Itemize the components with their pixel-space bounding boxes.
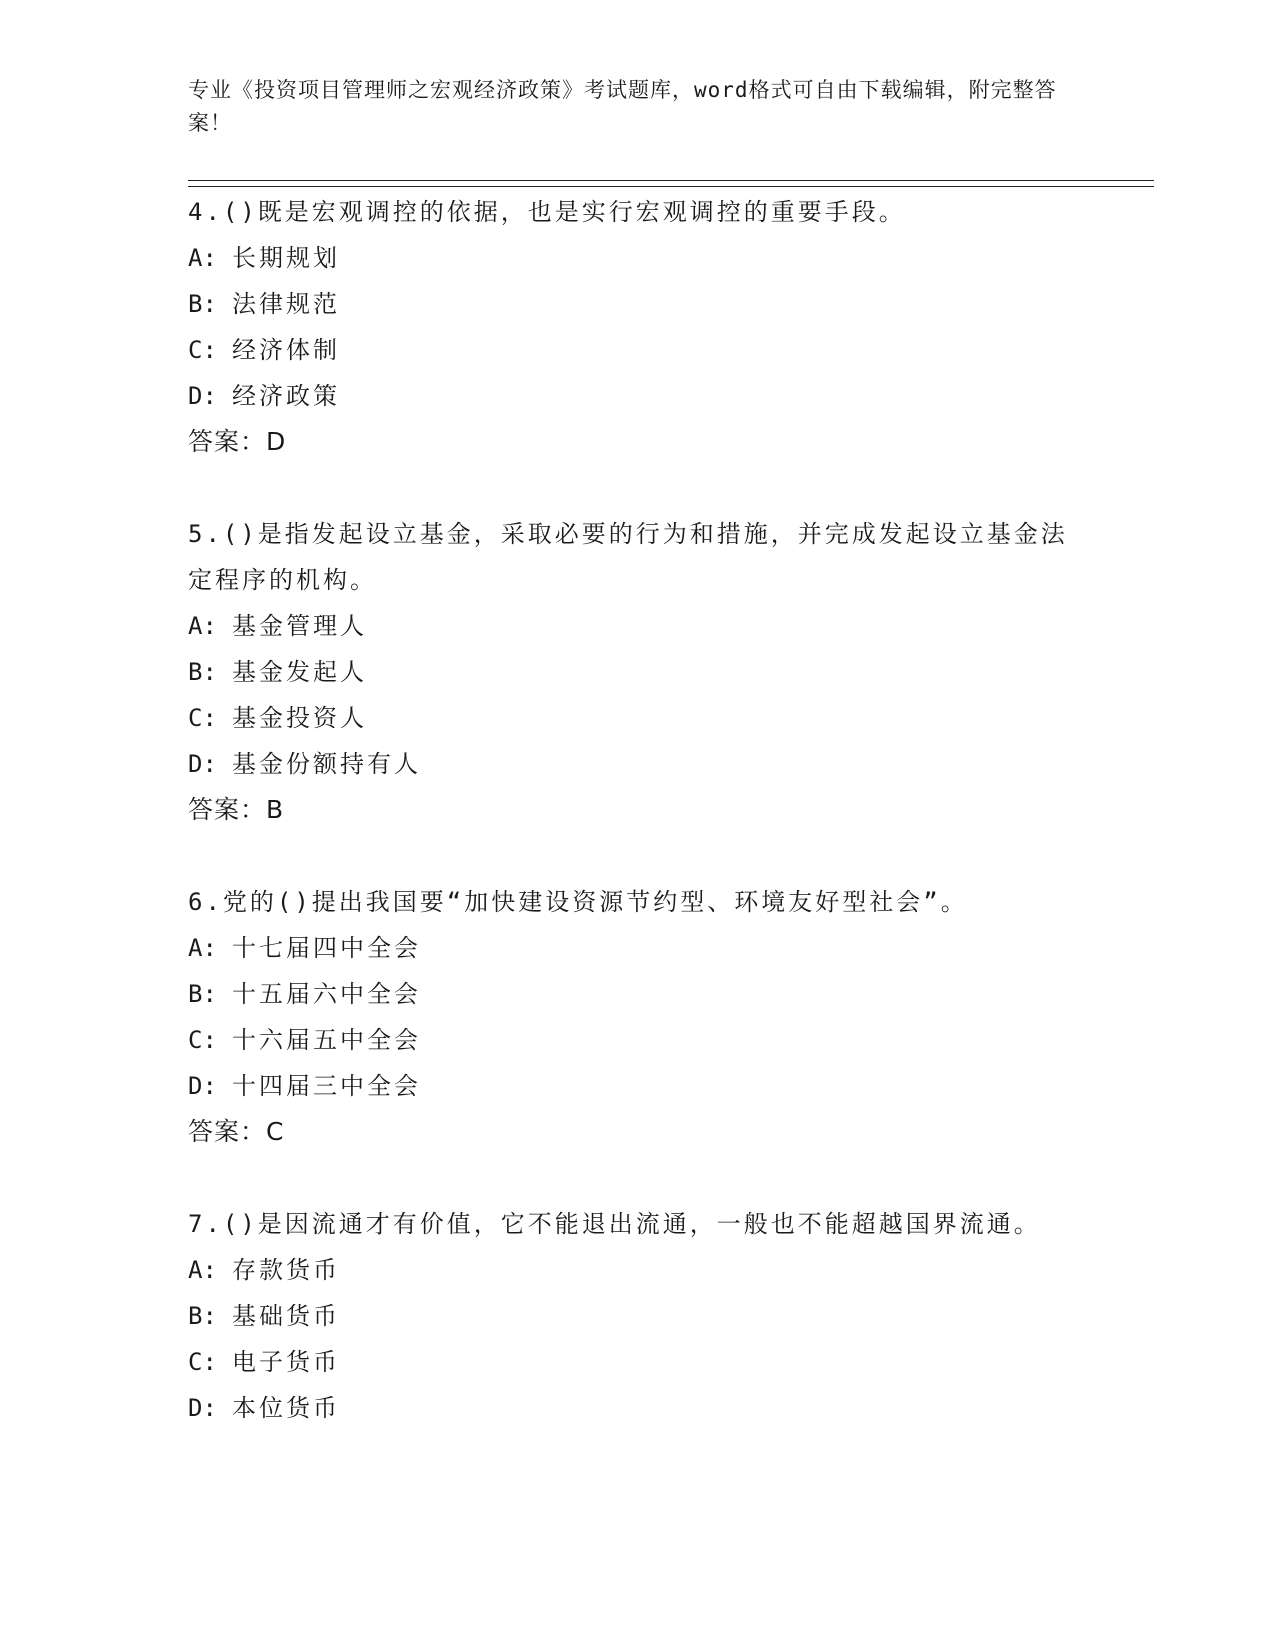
option-a — [188, 1247, 1068, 1293]
option-text: 存款货币 — [232, 1256, 340, 1284]
option-d — [188, 741, 1068, 787]
option-key: A: — [188, 612, 217, 640]
intro-text: 专业《投资项目管理师之宏观经济政策》考试题库，word格式可自由下载编辑，附完整答案！ — [188, 78, 1057, 135]
option-key: A: — [188, 1256, 217, 1284]
answer-line: 答案：B — [188, 795, 285, 824]
option-key: C: — [188, 336, 217, 364]
option-text: 本位货币 — [232, 1394, 340, 1422]
option-b — [188, 281, 1068, 327]
option-text: 电子货币 — [232, 1348, 340, 1376]
option-b — [188, 649, 1068, 695]
option-key: B: — [188, 658, 217, 686]
option-d — [188, 373, 1068, 419]
option-c — [188, 1339, 1068, 1385]
option-key: D: — [188, 1394, 217, 1422]
option-a — [188, 603, 1068, 649]
question-text: 5.()是指发起设立基金，采取必要的行为和措施，并完成发起设立基金法定程序的机构。 — [188, 520, 1068, 594]
option-text: 十六届五中全会 — [232, 1026, 421, 1054]
option-c — [188, 695, 1068, 741]
option-key: B: — [188, 290, 217, 318]
option-a — [188, 235, 1068, 281]
option-c — [188, 1017, 1068, 1063]
option-d — [188, 1063, 1068, 1109]
option-key: C: — [188, 704, 217, 732]
option-text: 经济政策 — [232, 382, 340, 410]
option-key: D: — [188, 382, 217, 410]
option-text: 经济体制 — [232, 336, 340, 364]
option-a — [188, 925, 1068, 971]
option-c — [188, 327, 1068, 373]
option-key: D: — [188, 750, 217, 778]
option-text: 基金份额持有人 — [232, 750, 421, 778]
option-text: 基础货币 — [232, 1302, 340, 1330]
option-d — [188, 1385, 1068, 1431]
question-5 — [188, 511, 1068, 833]
answer-line: 答案：C — [188, 1117, 285, 1146]
double-divider — [188, 180, 1154, 187]
option-b — [188, 1293, 1068, 1339]
option-text: 基金管理人 — [232, 612, 367, 640]
question-text: 7.()是因流通才有价值，它不能退出流通，一般也不能超越国界流通。 — [188, 1210, 1041, 1238]
option-text: 十七届四中全会 — [232, 934, 421, 962]
option-key: B: — [188, 1302, 217, 1330]
question-text: 6.党的()提出我国要“加快建设资源节约型、环境友好型社会”。 — [188, 888, 968, 916]
option-key: C: — [188, 1026, 217, 1054]
option-key: C: — [188, 1348, 217, 1376]
question-4 — [188, 189, 1068, 465]
option-text: 基金投资人 — [232, 704, 367, 732]
option-key: A: — [188, 244, 217, 272]
option-b — [188, 971, 1068, 1017]
option-key: D: — [188, 1072, 217, 1100]
question-text: 4.()既是宏观调控的依据，也是实行宏观调控的重要手段。 — [188, 198, 906, 226]
option-text: 长期规划 — [232, 244, 340, 272]
option-text: 法律规范 — [232, 290, 340, 318]
option-text: 十五届六中全会 — [232, 980, 421, 1008]
answer-line: 答案：D — [188, 427, 287, 456]
option-key: B: — [188, 980, 217, 1008]
question-list — [188, 189, 1068, 1477]
option-text: 基金发起人 — [232, 658, 367, 686]
option-text: 十四届三中全会 — [232, 1072, 421, 1100]
option-key: A: — [188, 934, 217, 962]
question-6 — [188, 879, 1068, 1155]
question-7 — [188, 1201, 1068, 1431]
